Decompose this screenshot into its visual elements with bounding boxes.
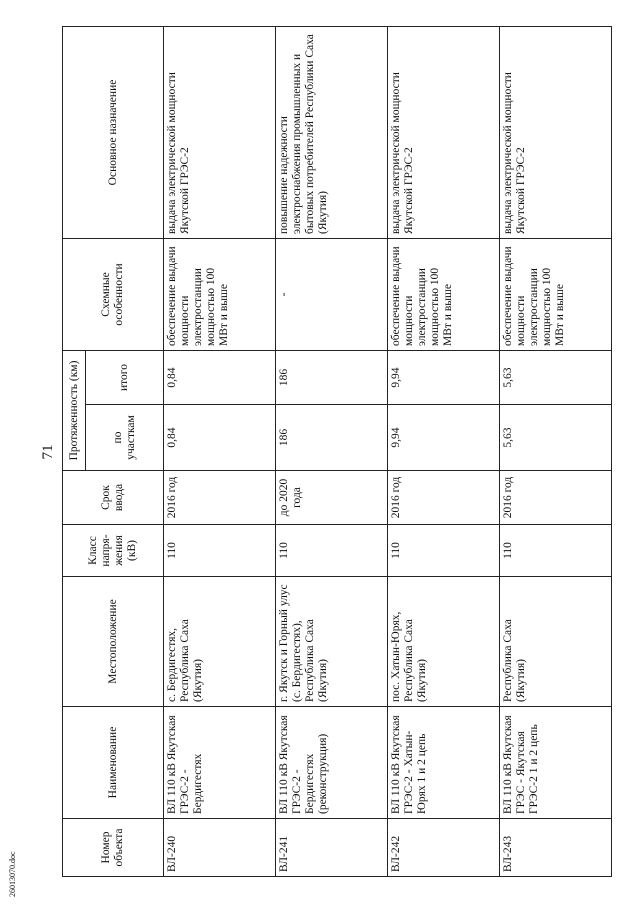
header-number: Номер объекта [63,819,164,877]
header-length-sections: по участкам [86,405,164,471]
cell-purpose: повышение надежности электроснабжения промышленных и бытовых потребителей Республики Саха (Якутия) [276,27,388,239]
cell-voltage: 110 [164,525,276,577]
cell-name: ВЛ 110 кВ Якутская ГРЭС-2 - Бердигестях [164,707,276,819]
cell-total: 0,84 [164,351,276,405]
cell-voltage: 110 [388,525,500,577]
cell-voltage: 110 [276,525,388,577]
page-number: 71 [40,444,56,460]
cell-total: 186 [276,351,388,405]
table-header-row [63,27,86,877]
cell-term: 2016 год [164,471,276,525]
cell-term: 2016 год [388,471,500,525]
header-features: Схемные особенности [63,239,164,351]
cell-purpose: выдача электрической мощности Якутской ГРЭС-2 [500,27,612,239]
cell-features: обеспечение выдачи мощности электростанции мощностью 100 МВт и выше [164,239,276,351]
footer-doc-name: 26013070.doc [8,851,17,897]
cell-number: ВЛ-241 [276,819,388,877]
cell-sections: 186 [276,405,388,471]
table-row [500,27,612,877]
cell-total: 9,94 [388,351,500,405]
cell-features: обеспечение выдачи мощности электростанции мощностью 100 МВт и выше [388,239,500,351]
cell-number: ВЛ-243 [500,819,612,877]
cell-term: до 2020 года [276,471,388,525]
rotated-page [40,27,612,877]
cell-number: ВЛ-240 [164,819,276,877]
header-name: Наименование [63,707,164,819]
table-row [164,27,276,877]
cell-term: 2016 год [500,471,612,525]
header-length-total: итого [86,351,164,405]
objects-table [62,26,612,877]
table-row [388,27,500,877]
header-purpose: Основное назначение [63,27,164,239]
cell-location: пос. Хатын-Юрях, Республика Саха (Якутия) [388,577,500,707]
cell-location: с. Бердигестях, Республика Саха (Якутия) [164,577,276,707]
header-length-group: Протяженность (км) [63,351,86,471]
cell-sections: 9,94 [388,405,500,471]
cell-features: - [276,239,388,351]
cell-location: Республика Саха (Якутия) [500,577,612,707]
cell-sections: 0,84 [164,405,276,471]
cell-location: г. Якутск и Горный улус (с. Бердигестях), Республика Саха (Якутия) [276,577,388,707]
cell-features: обеспечение выдачи мощности электростанции мощностью 100 МВт и выше [500,239,612,351]
cell-total: 5,63 [500,351,612,405]
cell-voltage: 110 [500,525,612,577]
cell-purpose: выдача электрической мощности Якутской ГРЭС-2 [164,27,276,239]
header-term: Срок ввода [63,471,164,525]
cell-name: ВЛ 110 кВ Якутская ГРЭС - Якутская ГРЭС-2 1 и 2 цепь [500,707,612,819]
cell-sections: 5,63 [500,405,612,471]
cell-purpose: выдача электрической мощности Якутской ГРЭС-2 [388,27,500,239]
header-voltage: Класс напря-жения (кВ) [63,525,164,577]
cell-name: ВЛ 110 кВ Якутская ГРЭС-2 - Бердигестях (реконструкция) [276,707,388,819]
cell-name: ВЛ 110 кВ Якутская ГРЭС-2 - Хатын-Юрях 1 и 2 цепь [388,707,500,819]
cell-number: ВЛ-242 [388,819,500,877]
header-location: Местоположение [63,577,164,707]
table-row [276,27,388,877]
